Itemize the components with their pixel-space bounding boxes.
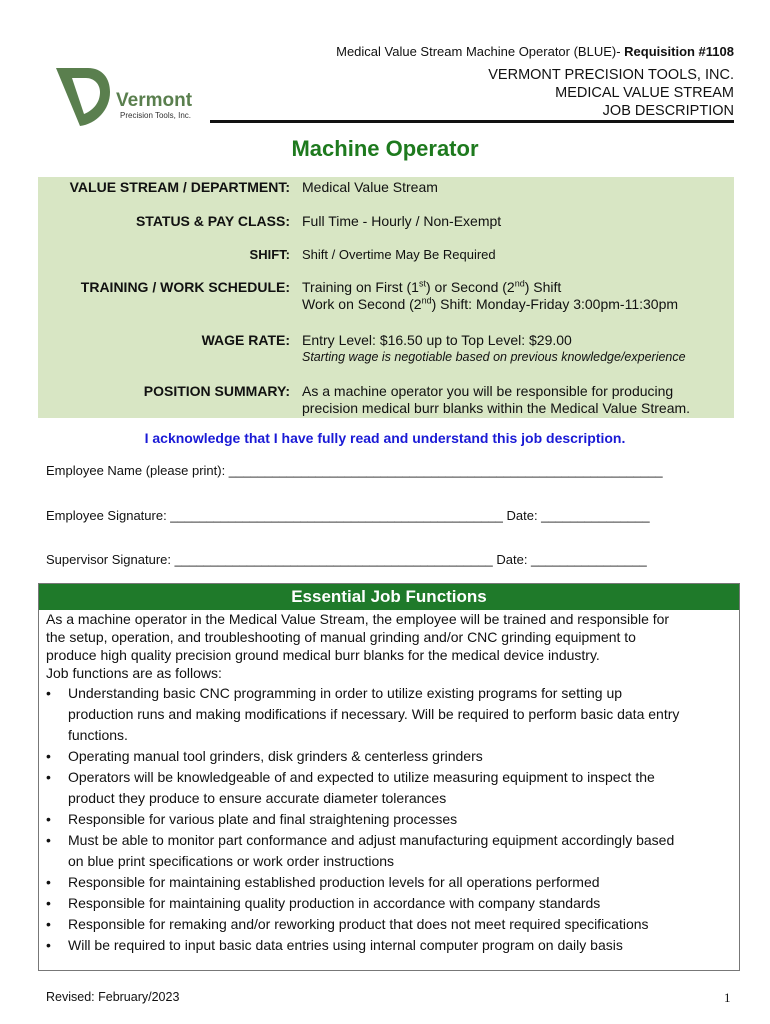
status-label: STATUS & PAY CLASS: — [135, 213, 290, 229]
wage-note: Starting wage is negotiable based on previous knowledge/experience — [302, 350, 686, 364]
intro-line: As a machine operator in the Medical Value Stream, the employee will be trained and responsible for — [46, 611, 670, 627]
essential-functions-list — [46, 683, 736, 956]
header-rule — [210, 120, 734, 123]
list-item: • Responsible for various plate and final straightening processes — [46, 809, 736, 830]
list-item: • Understanding basic CNC programming in order to utilize existing programs for setting up production runs and making modifications if necessary. Will be required to perform basic data entry functions. — [46, 683, 736, 746]
status-value: Full Time - Hourly / Non-Exempt — [302, 213, 502, 229]
intro-line: the setup, operation, and troubleshooting of manual grinding and/or CNC grinding equipment to — [46, 629, 636, 645]
value-stream-value: Medical Value Stream — [302, 179, 438, 195]
department-name: MEDICAL VALUE STREAM — [555, 85, 734, 101]
training-line-1: Training on First (1st) or Second (2nd) Shift — [302, 278, 562, 295]
list-item: • Operating manual tool grinders, disk grinders & centerless grinders — [46, 746, 736, 767]
company-name: VERMONT PRECISION TOOLS, INC. — [488, 67, 734, 83]
training-label: TRAINING / WORK SCHEDULE: — [80, 279, 290, 295]
intro-line: Job functions are as follows: — [46, 665, 222, 681]
summary-label: POSITION SUMMARY: — [143, 383, 290, 399]
logo-tagline: Precision Tools, Inc. — [120, 111, 191, 120]
vermont-logo-icon — [52, 62, 212, 132]
shift-label: SHIFT: — [249, 247, 290, 262]
employee-name-field[interactable]: Employee Name (please print): ____________________________________________________________ — [46, 463, 663, 478]
logo-wordmark: Vermont — [116, 90, 193, 111]
supervisor-signature-field[interactable]: Supervisor Signature: ____________________________________________ Date: ________________ — [46, 552, 647, 567]
list-item: • Responsible for remaking and/or reworking product that does not meet required specifications — [46, 914, 736, 935]
requisition-prefix: Medical Value Stream Machine Operator (BLUE)- — [336, 44, 625, 59]
summary-line-1: As a machine operator you will be responsible for producing — [302, 383, 674, 399]
page-title: Machine Operator — [291, 136, 479, 161]
page-number: 1 — [724, 990, 731, 1005]
requisition-line — [290, 44, 734, 59]
list-item: • Responsible for maintaining established production levels for all operations performed — [46, 872, 736, 893]
essential-functions-heading: Essential Job Functions — [39, 584, 739, 610]
summary-line-2: precision medical burr blanks within the Medical Value Stream. — [302, 400, 691, 416]
employee-signature-field[interactable]: Employee Signature: ______________________________________________ Date: _______________ — [46, 508, 650, 523]
job-info-panel — [38, 177, 734, 418]
summary-value — [302, 383, 732, 417]
doc-type: JOB DESCRIPTION — [602, 103, 734, 119]
company-logo — [52, 62, 212, 132]
shift-value: Shift / Overtime May Be Required — [302, 247, 496, 262]
wage-label: WAGE RATE: — [201, 332, 290, 348]
wage-value — [302, 332, 732, 366]
intro-line: produce high quality precision ground medical burr blanks for the medical device industry. — [46, 647, 600, 663]
value-stream-label: VALUE STREAM / DEPARTMENT: — [69, 179, 290, 195]
training-value — [302, 279, 732, 313]
list-item: • Responsible for maintaining quality production in accordance with company standards — [46, 893, 736, 914]
essential-functions-intro — [46, 610, 736, 682]
requisition-number: Requisition #1108 — [624, 44, 734, 59]
training-line-2: Work on Second (2nd) Shift: Monday-Friday 3:00pm-11:30pm — [302, 295, 679, 312]
list-item: • Will be required to input basic data entries using internal computer program on daily basis — [46, 935, 736, 956]
list-item: • Must be able to monitor part conformance and adjust manufacturing equipment accordingly based on blue print specifications or work order instructions — [46, 830, 736, 872]
acknowledgement-text: I acknowledge that I have fully read and understand this job description. — [144, 430, 626, 446]
revision-date: Revised: February/2023 — [46, 990, 180, 1004]
company-block — [380, 66, 734, 120]
list-item: • Operators will be knowledgeable of and expected to utilize measuring equipment to inspect the product they produce to ensure accurate diameter tolerances — [46, 767, 736, 809]
wage-range: Entry Level: $16.50 up to Top Level: $29.00 — [302, 332, 572, 348]
